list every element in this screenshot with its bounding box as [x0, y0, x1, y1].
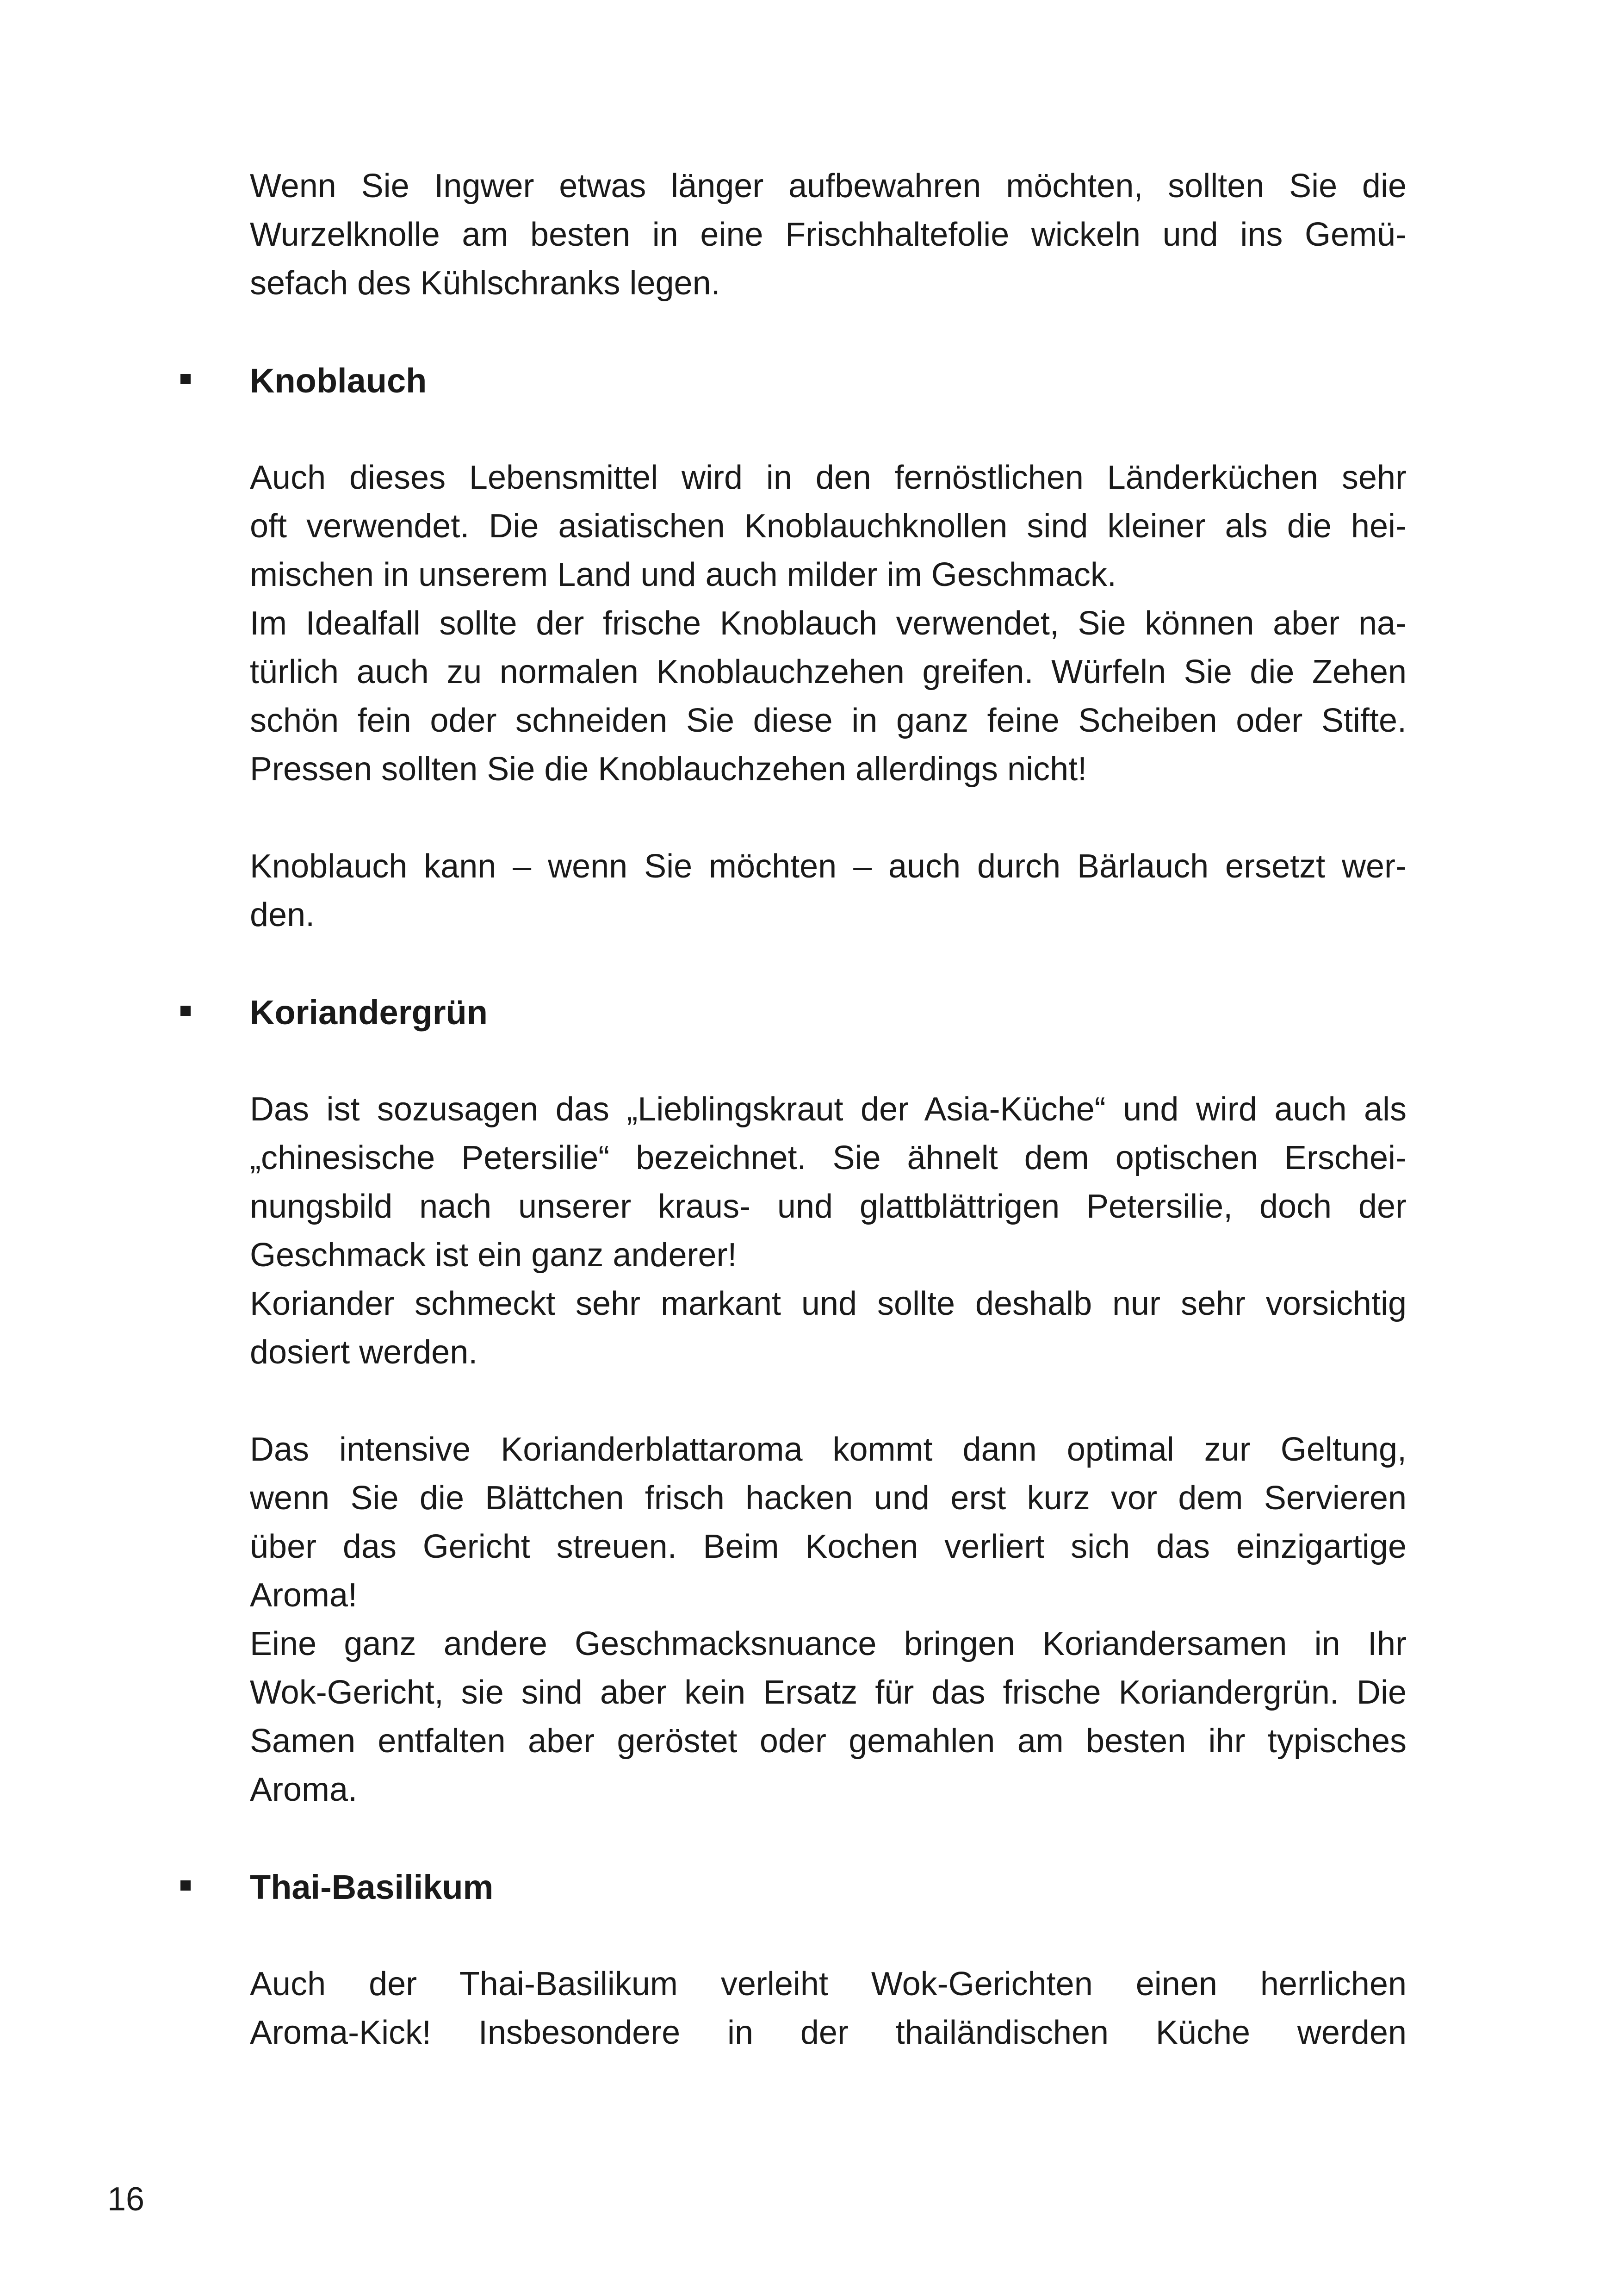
- text-line: Koriander schmeckt sehr markant und sollte deshalb nur sehr vorsichtig: [250, 1285, 1407, 1322]
- square-bullet-icon: [180, 374, 191, 384]
- text-line: oft verwendet. Die asiatischen Knoblauchknollen sind kleiner als die hei-: [250, 508, 1407, 545]
- paragraph-koriander-1: [250, 1085, 1407, 1377]
- text-line: schön fein oder schneiden Sie diese in ganz feine Scheiben oder Stifte.: [250, 702, 1407, 739]
- text-line: dosiert werden.: [250, 1334, 478, 1371]
- text-line: Aroma-Kick! Insbesondere in der thailändischen Küche werden: [250, 2014, 1407, 2051]
- paragraph-koriander-2: [250, 1425, 1407, 1814]
- text-line: Auch der Thai-Basilikum verleiht Wok-Gerichten einen herrlichen: [250, 1966, 1407, 2003]
- heading-knoblauch: Knoblauch: [250, 361, 427, 400]
- text-line: Im Idealfall sollte der frische Knoblauch verwendet, Sie können aber na-: [250, 605, 1407, 642]
- paragraph-knoblauch-2: [250, 842, 1407, 940]
- text-line: Wenn Sie Ingwer etwas länger aufbewahren möchten, sollten Sie die: [250, 168, 1407, 205]
- square-bullet-icon: [180, 1880, 191, 1891]
- text-line: nungsbild nach unserer kraus- und glattblättrigen Petersilie, doch der: [250, 1188, 1407, 1225]
- text-line: Wok-Gericht, sie sind aber kein Ersatz für das frische Koriandergrün. Die: [250, 1674, 1407, 1711]
- text-line: Knoblauch kann – wenn Sie möchten – auch durch Bärlauch ersetzt wer-: [250, 848, 1407, 885]
- text-line: Das ist sozusagen das „Lieblingskraut der Asia-Küche“ und wird auch als: [250, 1091, 1407, 1128]
- text-line: Eine ganz andere Geschmacksnuance bringen Koriandersamen in Ihr: [250, 1625, 1407, 1662]
- text-line: den.: [250, 896, 315, 933]
- heading-thai-basilikum: Thai-Basilikum: [250, 1868, 494, 1906]
- text-line: mischen in unserem Land und auch milder im Geschmack.: [250, 556, 1116, 593]
- page-content: [250, 162, 1407, 2106]
- list-item-koriandergruen: [250, 988, 1407, 1037]
- text-line: Samen entfalten aber geröstet oder gemahlen am besten ihr typisches: [250, 1723, 1407, 1760]
- list-item-knoblauch: [250, 356, 1407, 405]
- square-bullet-icon: [180, 1006, 191, 1016]
- text-line: Aroma!: [250, 1577, 358, 1614]
- paragraph-ingwer-storage: [250, 162, 1407, 308]
- paragraph-knoblauch-1: [250, 454, 1407, 794]
- paragraph-thai-basilikum: [250, 1960, 1407, 2057]
- text-line: „chinesische Petersilie“ bezeichnet. Sie ähnelt dem optischen Erschei-: [250, 1139, 1407, 1176]
- text-line: Wurzelknolle am besten in eine Frischhaltefolie wickeln und ins Gemü-: [250, 216, 1407, 253]
- text-line: Aroma.: [250, 1771, 358, 1808]
- list-item-thai-basilikum: [250, 1863, 1407, 1911]
- text-line: türlich auch zu normalen Knoblauchzehen greifen. Würfeln Sie die Zehen: [250, 653, 1407, 691]
- text-line: Pressen sollten Sie die Knoblauchzehen allerdings nicht!: [250, 751, 1087, 788]
- text-line: Das intensive Korianderblattaroma kommt dann optimal zur Geltung,: [250, 1431, 1407, 1468]
- heading-koriandergruen: Koriandergrün: [250, 993, 488, 1032]
- text-line: Geschmack ist ein ganz anderer!: [250, 1237, 737, 1274]
- page-number: 16: [107, 2181, 145, 2218]
- text-line: Auch dieses Lebensmittel wird in den fernöstlichen Länderküchen sehr: [250, 459, 1407, 496]
- text-line: über das Gericht streuen. Beim Kochen verliert sich das einzigartige: [250, 1528, 1407, 1565]
- text-line: wenn Sie die Blättchen frisch hacken und erst kurz vor dem Servieren: [250, 1480, 1407, 1517]
- text-line: sefach des Kühlschranks legen.: [250, 265, 720, 302]
